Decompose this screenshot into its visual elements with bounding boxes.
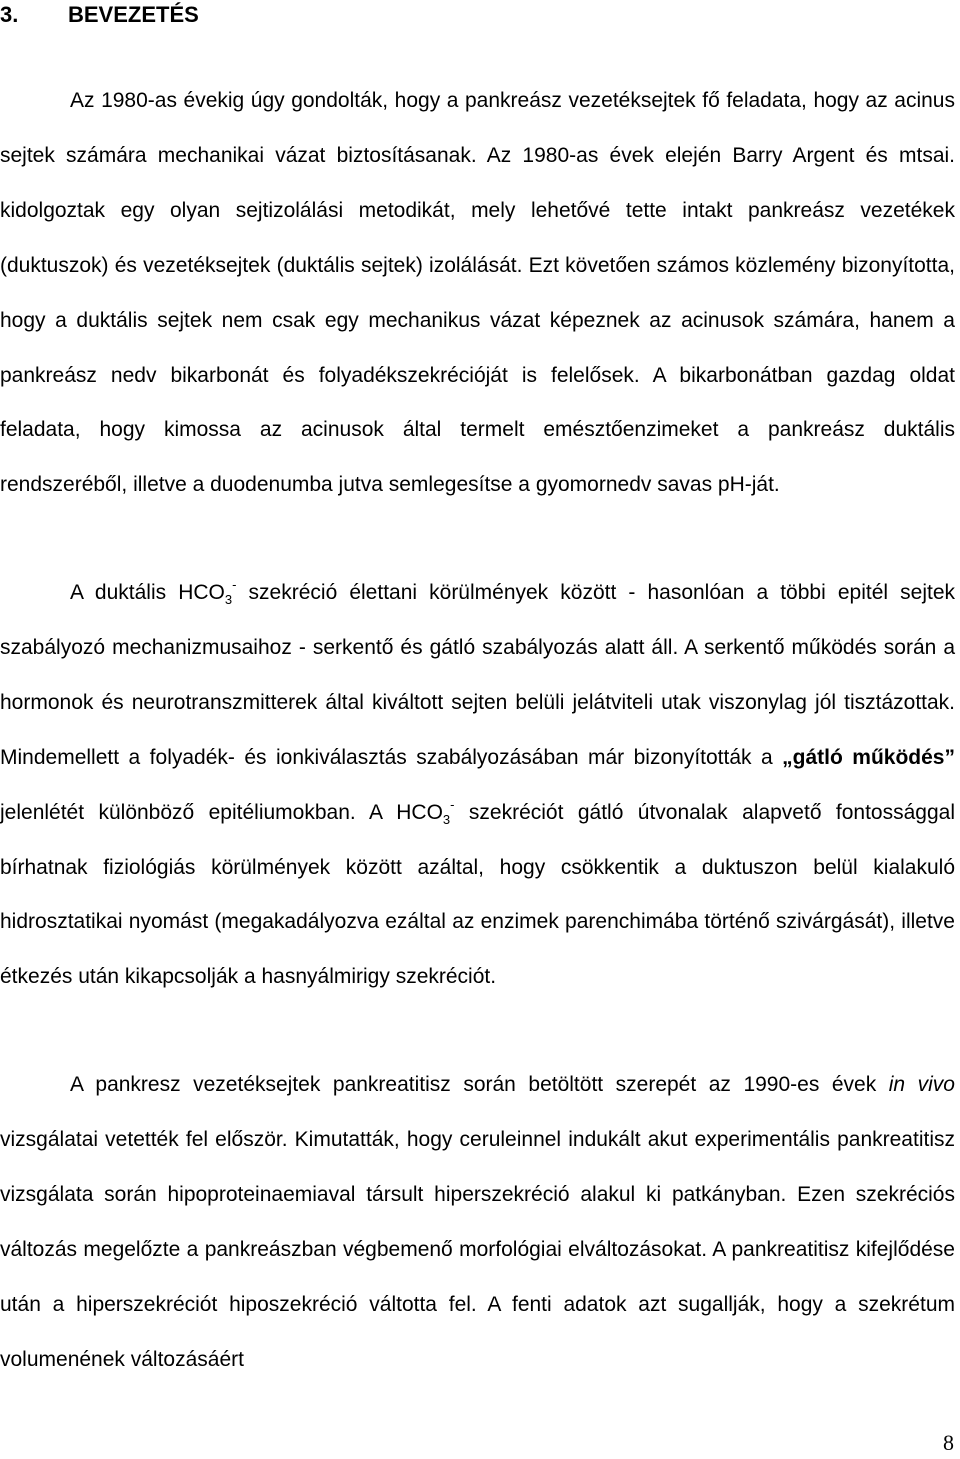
paragraph-2 xyxy=(0,566,955,1005)
subscript-3: 3 xyxy=(442,811,451,827)
paragraph-3 xyxy=(0,1058,955,1387)
section-title: BEVEZETÉS xyxy=(68,2,199,27)
paragraph-3-text-2: vizsgálatai vetették fel először. Kimutatták, hogy ceruleinnel indukált akut experimentális pankreatitisz vizsgálata során hipoproteinaemiaval társult hiperszekréció alakul ki patkányban. Ezen szekréciós változás megelőzte a pankreászban végbemenő morfológiai elváltozásokat. A pankreatitisz kifejlődése után a hiperszekréciót hiposzekréció váltotta fel. A fenti adatok azt sugallják, hogy a szekrétum volumenének változásáért xyxy=(0,1127,955,1371)
bold-term: „gátló működés” xyxy=(782,745,955,769)
subscript-3: 3 xyxy=(224,592,233,607)
page-number: 8 xyxy=(943,1430,954,1455)
paragraph-2-text-1: A duktális HCO xyxy=(70,581,225,604)
paragraph-2-text-4: szekréciót gátló útvonalak alapvető fontossággal bírhatnak fiziológiás körülmények között azáltal, hogy csökkentik a duktuszon belül kialakuló hidrosztatikai nyomást (megakadályozva ezáltal az enzimek parenchimába történő szivárgását), illetve étkezés után kikapcsolják a hasnyálmirigy szekréciót. xyxy=(0,800,955,989)
italic-term: in vivo xyxy=(888,1073,955,1096)
paragraph-2-text-3: jelenlétét különböző epitéliumokban. A HCO xyxy=(0,800,443,824)
superscript-minus: - xyxy=(450,796,455,812)
paragraph-3-text-1: A pankresz vezetéksejtek pankreatitisz során betöltött szerepét az 1990-es évek xyxy=(70,1073,889,1096)
superscript-minus: - xyxy=(232,577,237,592)
section-number: 3. xyxy=(0,2,19,27)
paragraph-1 xyxy=(0,74,955,513)
section-heading xyxy=(0,2,199,28)
paragraph-1-text: Az 1980-as évekig úgy gondolták, hogy a pankreász vezetéksejtek fő feladata, hogy az acinus sejtek számára mechanikai vázat biztosításanak. Az 1980-as évek elején Barry Argent és mtsai. kidolgoztak egy olyan sejtizolálási metodikát, mely lehetővé tette intakt pankreász vezetékek (duktuszok) és vezetéksejtek (duktális sejtek) izolálását. Ezt követően számos közlemény bizonyította, hogy a duktális sejtek nem csak egy mechanikus vázat képeznek az acinusok számára, hanem a pankreász nedv bikarbonát és folyadékszekrécióját is felelősek. A bikarbonátban gazdag oldat feladata, hogy kimossa az acinusok által termelt emésztőenzimeket a pankreász duktális rendszeréből, illetve a duodenumba jutva semlegesítse a gyomornedv savas pH-ját. xyxy=(0,89,955,497)
paragraph-2-text-2: szekréció élettani körülmények között - hasonlóan a többi epitél sejtek szabályozó mechanizmusaihoz - serkentő és gátló szabályozás alatt áll. A serkentő működés során a hormonok és neurotranszmitterek által kiváltott sejten belüli jelátviteli utak viszonylag jól tisztázottak. Mindemellett a folyadék- és ionkiválasztás szabályozásában már bizonyították a xyxy=(0,581,955,769)
